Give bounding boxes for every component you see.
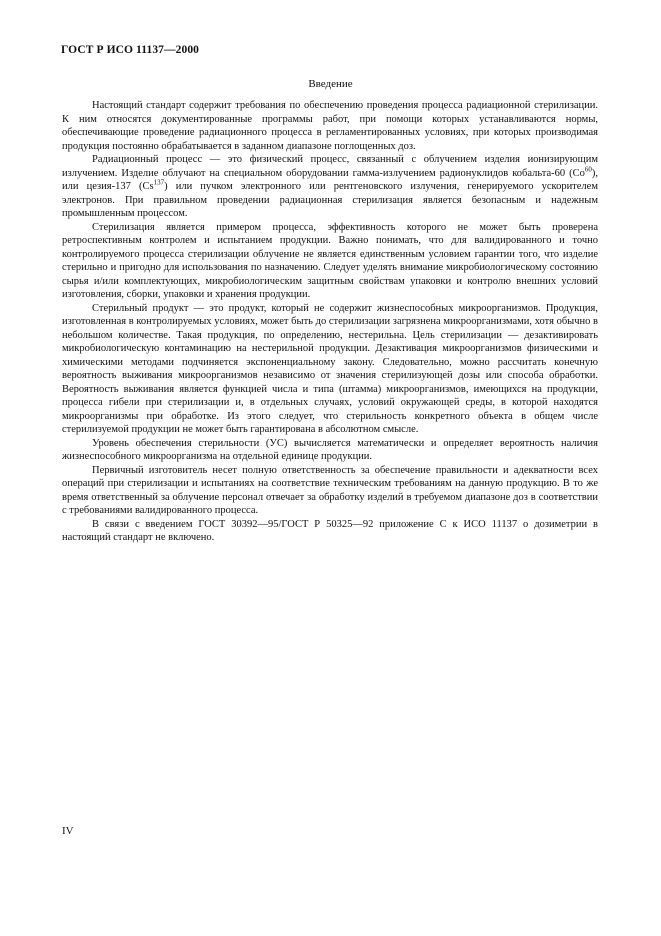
paragraph-5: Уровень обеспечения стерильности (УС) вычисляется математически и определяет вероятность наличия жизнеспособного микроорганизма на отдельной единице продукции. bbox=[62, 437, 598, 462]
paragraph-2-text-b: ), или цезия-137 (Cs bbox=[62, 167, 598, 192]
paragraph-1: Настоящий стандарт содержит требования по обеспечению проведения процесса радиационной стерилизации. К ним относятся документированные программы работ, при помощи которых устанавливаются нормы, обеспечивающие проведение радиационного процесса в регламентированных условиях, при которых производимая продукция постоянно обрабатывается в заданном диапазоне поглощенных доз. bbox=[62, 100, 598, 152]
document-body bbox=[62, 99, 598, 545]
paragraph-2 bbox=[62, 153, 598, 221]
paragraph-6: Первичный изготовитель несет полную ответственность за обеспечение правильности и адекватности всех операций при стерилизации и испытаниях на соответствие техническим требованиям на данную продукцию. В то же время ответственный за облучение персонал отвечает за обработку изделий в требуемом диапазоне доз в соответствии с требованиями валидированного процесса. bbox=[62, 464, 598, 516]
superscript-co60: 60 bbox=[584, 165, 592, 173]
paragraph-7: В связи с введением ГОСТ 30392—95/ГОСТ Р 50325—92 приложение С к ИСО 11137 о дозиметрии в настоящий стандарт не включено. bbox=[62, 518, 598, 543]
superscript-cs137: 137 bbox=[153, 178, 165, 187]
document-header-code: ГОСТ Р ИСО 11137—2000 bbox=[61, 44, 200, 56]
page-number: IV bbox=[62, 825, 74, 837]
paragraph-2-text-c: ) или пучком электронного или рентгеновского излучения, генерируемого ускорителем электронов. При правильном проведении радиационная стерилизация является безопасным и надежным промышленным процессом. bbox=[62, 181, 598, 219]
paragraph-3: Стерилизация является примером процесса, эффективность которого не может быть проверена ретроспективным контролем и испытанием продукции. Важно понимать, что для валидированного и точно контролируемого процесса стерилизации облучение не является единственным условием гарантии того, что изделие стерильно и пригодно для использования по назначению. Следует уделять внимание микробиологическому состоянию сырья и/или комплектующих, микробиологическим защитным свойствам упаковки и контролю внешних условий изготовления, сборки, упаковки и хранения продукции. bbox=[62, 221, 598, 300]
section-title: Введение bbox=[308, 78, 353, 90]
paragraph-4: Стерильный продукт — это продукт, который не содержит жизнеспособных микроорганизмов. Продукция, изготовленная в контролируемых условиях, может быть до стерилизации загрязнена микроорганизмами, хотя обычно в небольшом количестве. Такая продукция, по определению, нестерильна. Цель стерилизации — дезактивировать микробиологическую контаминацию на нестерильной продукции. Дезактивация микроорганизмов физическими и химическими методами подчиняется экспоненциальному закону. Следовательно, можно рассчитать конечную вероятность выживания микроорганизмов независимо от значения стерилизующей дозы или способа обработки. Вероятность выживания является функцией числа и типа (штамма) микроорганизмов, имеющихся на продукции, процесса гибели при стерилизации и, в отдельных случаях, условий окружающей среды, в которой находятся микроорганизмы при обработке. Из этого следует, что стерильность конкретного объекта в общем числе стерилизуемой продукции не может быть гарантирована в абсолютном смысле. bbox=[62, 302, 598, 435]
paragraph-2-text-a: Радиационный процесс — это физический процесс, связанный с облучением изделия ионизирующим излучением. Изделие облучают на специальном оборудовании гамма-излучением радионуклидов кобальта-60 (Co bbox=[62, 154, 598, 179]
